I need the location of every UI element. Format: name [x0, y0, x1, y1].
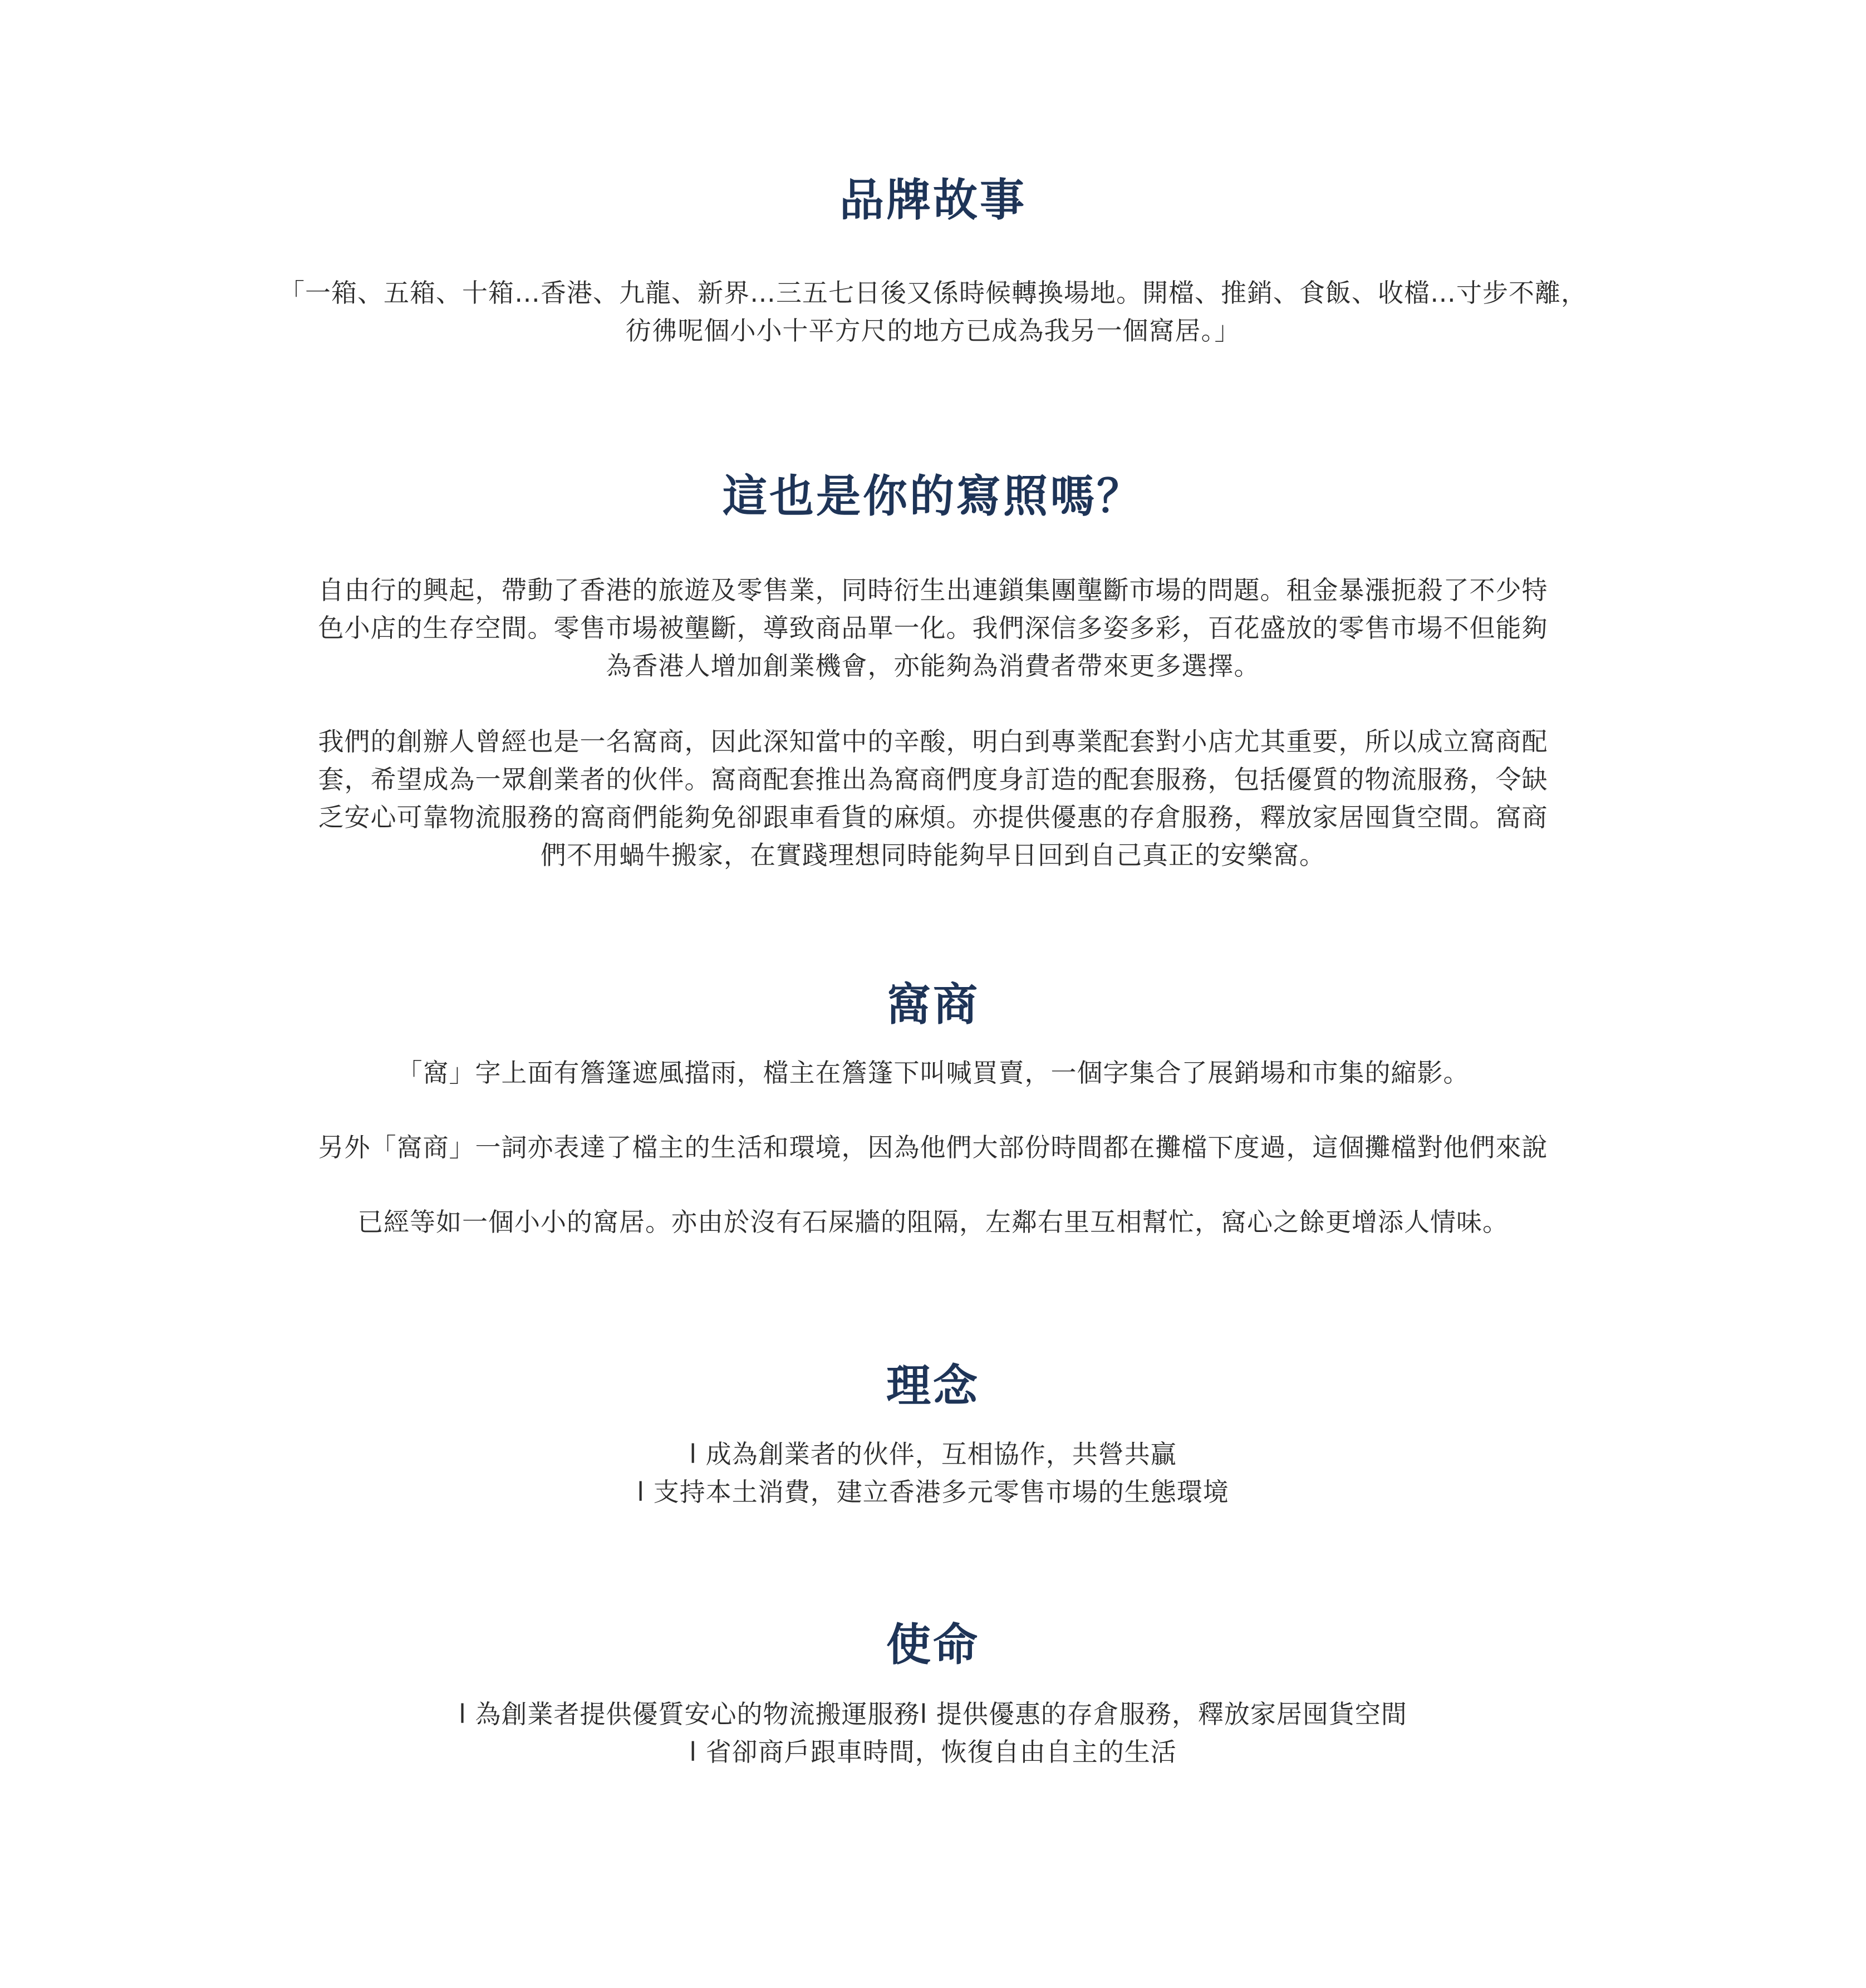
- portrait-title: 這也是你的寫照嗎？: [723, 470, 1143, 522]
- portrait-paragraph-2-line: 們不用蝸牛搬家，在實踐理想同時能夠早日回到自己真正的安樂窩。: [541, 840, 1325, 870]
- portrait-paragraph-1-line: 色小店的生存空間。零售市場被壟斷，導致商品單一化。我們深信多姿多彩，百花盛放的零售市場不但能夠: [318, 613, 1548, 643]
- mission-list: [262, 1695, 1604, 1771]
- brand-story-title: 品牌故事: [839, 174, 1027, 226]
- portrait-paragraph-1: [262, 571, 1604, 685]
- brand-story-quote-line: 「一箱、五箱、十箱…香港、九龍、新界…三五七日後又係時候轉換場地。開檔、推銷、食飯、收檔…寸步不離，: [279, 278, 1587, 308]
- mission-item: l 省卻商戶跟車時間，恢復自由自主的生活: [689, 1737, 1177, 1767]
- woshang-line-3: 已經等如一個小小的窩居。亦由於沒有石屎牆的阻隔，左鄰右里互相幫忙，窩心之餘更增添人情味。: [357, 1207, 1509, 1237]
- woshang-line-2: 另外「窩商」一詞亦表達了檔主的生活和環境，因為他們大部份時間都在攤檔下度過，這個攤檔對他們來說: [318, 1132, 1548, 1162]
- portrait-paragraph-1-line: 自由行的興起，帶動了香港的旅遊及零售業，同時衍生出連鎖集團壟斷市場的問題。租金暴漲扼殺了不少特: [318, 575, 1548, 605]
- brand-story-section: [262, 173, 1604, 350]
- philosophy-list: [262, 1435, 1604, 1511]
- philosophy-item: l 成為創業者的伙伴，互相協作，共營共贏: [689, 1439, 1177, 1469]
- woshang-line-1: 「窩」字上面有簷篷遮風擋雨，檔主在簷篷下叫喊買賣，一個字集合了展銷場和市集的縮影。: [396, 1058, 1470, 1088]
- mission-item: l 為創業者提供優質安心的物流搬運服務l 提供優惠的存倉服務，釋放家居囤貨空間: [459, 1699, 1407, 1729]
- philosophy-item: l 支持本土消費，建立香港多元零售市場的生態環境: [637, 1477, 1229, 1507]
- philosophy-title: 理念: [886, 1360, 980, 1412]
- portrait-section: [262, 469, 1604, 874]
- portrait-paragraph-2-line: 乏安心可靠物流服務的窩商們能夠免卻跟車看貨的麻煩。亦提供優惠的存倉服務，釋放家居囤貨空間。窩商: [318, 802, 1548, 832]
- woshang-title: 窩商: [886, 979, 980, 1030]
- philosophy-section: [262, 1358, 1604, 1511]
- portrait-paragraph-2-line: 我們的創辦人曾經也是一名窩商，因此深知當中的辛酸，明白到專業配套對小店尤其重要，所以成立窩商配: [318, 727, 1548, 757]
- portrait-paragraph-1-line: 為香港人增加創業機會，亦能夠為消費者帶來更多選擇。: [606, 651, 1260, 681]
- brand-story-quote-line: 彷彿呢個小小十平方尺的地方已成為我另一個窩居。」: [625, 316, 1241, 346]
- brand-story-quote: [262, 274, 1604, 350]
- mission-title: 使命: [886, 1619, 980, 1671]
- mission-section: [262, 1617, 1604, 1771]
- woshang-section: [262, 977, 1604, 1241]
- portrait-paragraph-2: [262, 723, 1604, 874]
- portrait-paragraph-2-line: 套，希望成為一眾創業者的伙伴。窩商配套推出為窩商們度身訂造的配套服務，包括優質的物流服務，令缺: [318, 764, 1548, 794]
